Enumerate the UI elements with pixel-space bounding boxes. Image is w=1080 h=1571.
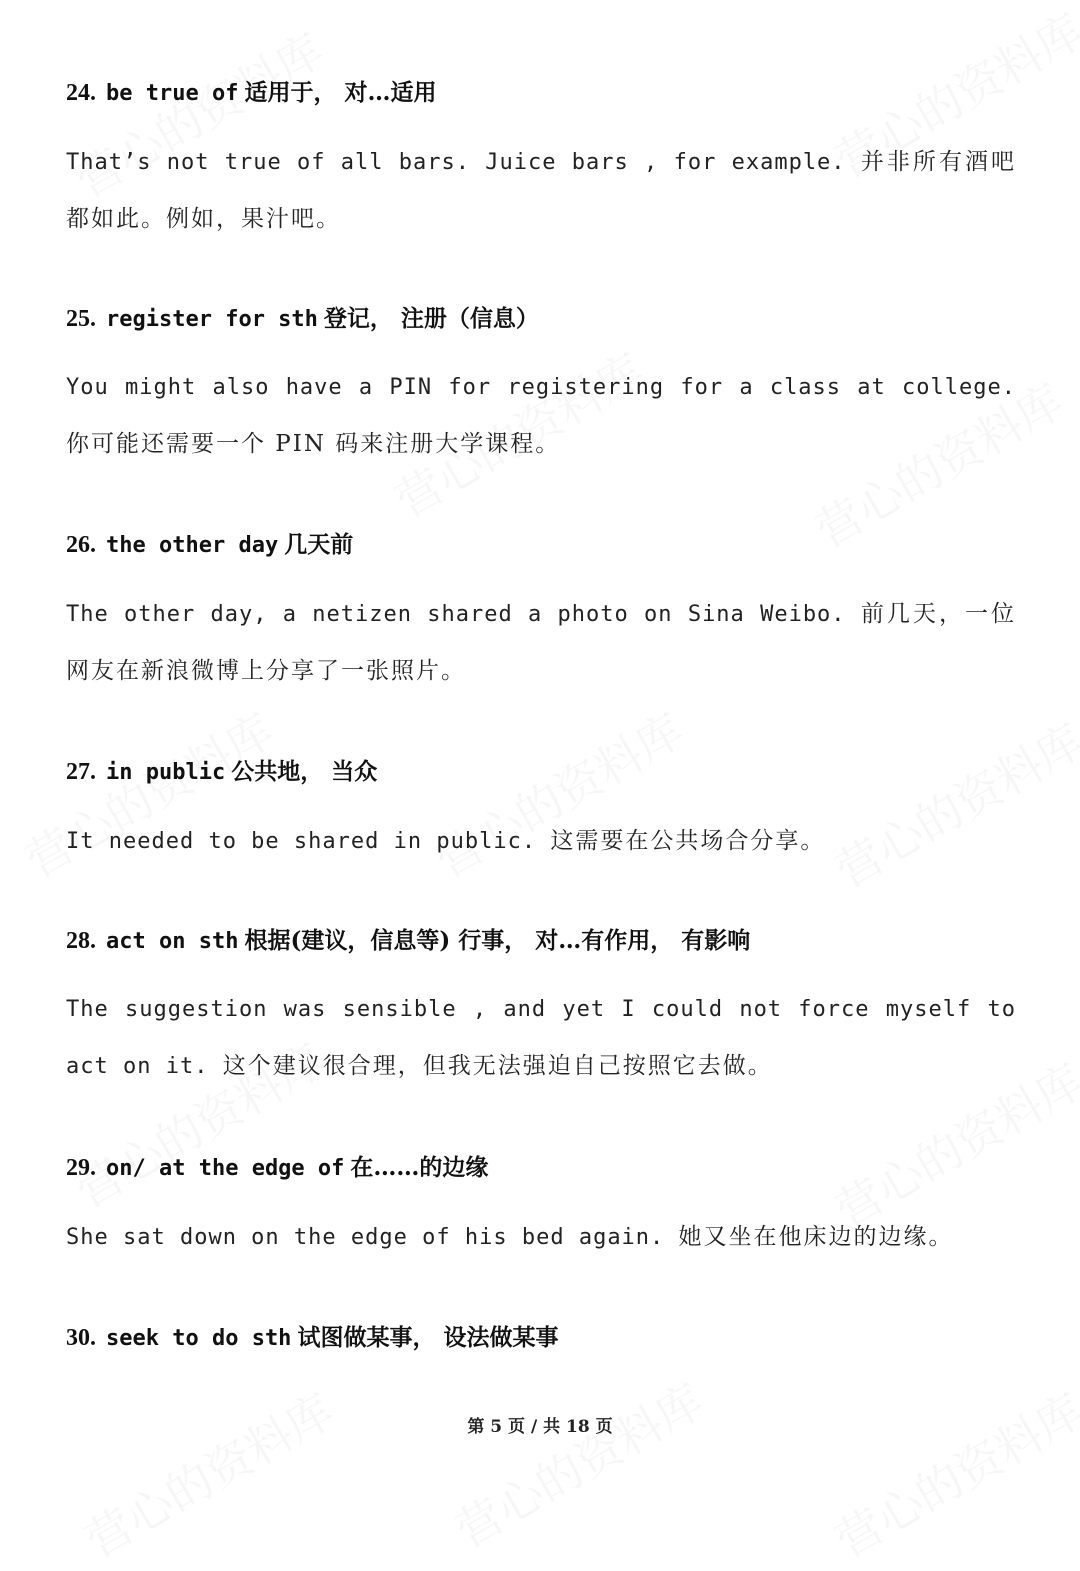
example-chinese: 这个建议很合理，但我无法强迫自己按照它去做。 <box>222 1053 773 1079</box>
example-chinese: 你可能还需要一个 PIN 码来注册大学课程。 <box>66 431 561 457</box>
entry-example <box>66 586 1016 700</box>
example-chinese: 这需要在公共场合分享。 <box>550 828 826 854</box>
phrase-entry <box>66 1323 1016 1353</box>
entry-meaning: 试图做某事， 设法做某事 <box>297 1324 559 1351</box>
entry-heading <box>66 1323 1016 1353</box>
entry-meaning: 根据(建议，信息等) 行事， 对…有作用， 有影响 <box>244 927 751 954</box>
entry-number: 25. <box>66 306 96 332</box>
entry-example <box>66 982 1016 1095</box>
entry-heading <box>66 78 1016 108</box>
example-chinese: 并非所有酒吧都如此。例如，果汁吧。 <box>66 149 1016 232</box>
entry-phrase: register for sth <box>106 307 318 332</box>
entry-example <box>66 813 1016 870</box>
entry-meaning: 在……的边缘 <box>350 1154 489 1181</box>
entry-phrase: the other day <box>106 533 279 558</box>
example-chinese: 前几天，一位网友在新浪微博上分享了一张照片。 <box>66 601 1016 684</box>
phrase-entry <box>66 1153 1016 1266</box>
watermark <box>72 1375 344 1570</box>
entry-number: 26. <box>66 532 96 558</box>
entry-meaning: 登记， 注册（信息） <box>323 305 539 332</box>
entry-number: 27. <box>66 759 96 785</box>
example-english: That’s not true of all bars. Juice bars , for example. <box>66 150 846 175</box>
watermark <box>442 1365 714 1560</box>
entry-number: 29. <box>66 1155 96 1181</box>
page-footer: 第 5 页 / 共 18 页 <box>467 1417 613 1437</box>
phrase-entry <box>66 757 1016 870</box>
entry-heading <box>66 757 1016 787</box>
example-english: You might also have a PIN for registering for a class at college. <box>66 375 1016 400</box>
entry-heading <box>66 530 1016 560</box>
entry-heading <box>66 1153 1016 1183</box>
example-english: She sat down on the edge of his bed again. <box>66 1225 665 1250</box>
entry-meaning: 几天前 <box>284 531 354 558</box>
example-english: The other day, a netizen shared a photo on Sina Weibo. <box>66 602 846 627</box>
entry-phrase: be true of <box>106 81 239 106</box>
entry-meaning: 公共地， 当众 <box>231 758 378 785</box>
entry-number: 24. <box>66 80 96 106</box>
entry-example <box>66 1209 1016 1266</box>
entry-meaning: 适用于， 对…适用 <box>244 79 437 106</box>
entry-phrase: seek to do sth <box>106 1326 292 1351</box>
entry-number: 28. <box>66 928 96 954</box>
entry-number: 30. <box>66 1325 96 1351</box>
example-english: It needed to be shared in public. <box>66 829 537 854</box>
entry-phrase: act on sth <box>106 929 239 954</box>
phrase-entry <box>66 304 1016 473</box>
entry-example <box>66 134 1016 248</box>
entry-phrase: on/ at the edge of <box>106 1156 345 1181</box>
example-chinese: 她又坐在他床边的边缘。 <box>678 1224 954 1250</box>
entry-example <box>66 360 1016 473</box>
phrase-entry <box>66 530 1016 700</box>
phrase-entry <box>66 926 1016 1095</box>
entry-phrase: in public <box>106 760 226 785</box>
watermark <box>822 1375 1080 1570</box>
example-english: The suggestion was sensible , and yet I could not force myself to act on it. <box>66 997 1016 1079</box>
entry-heading <box>66 926 1016 956</box>
phrase-entry <box>66 78 1016 248</box>
entry-heading <box>66 304 1016 334</box>
